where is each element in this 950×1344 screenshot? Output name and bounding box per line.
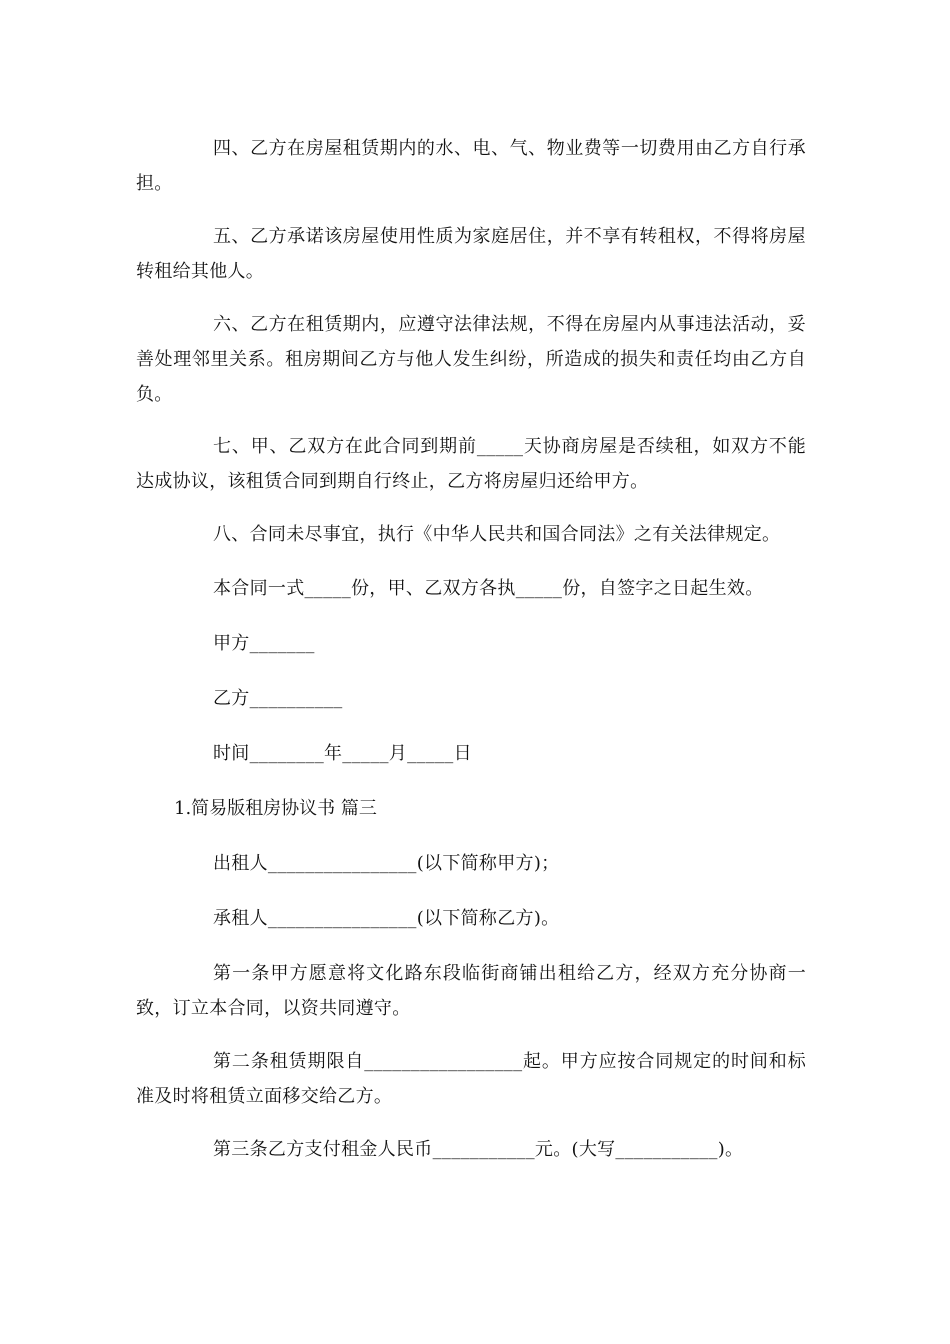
clause-six: 六、乙方在租赁期内，应遵守法律法规，不得在房屋内从事违法活动，妥善处理邻里关系。租房期间乙方与他人发生纠纷，所造成的损失和责任均由乙方自负。	[136, 314, 806, 405]
date-line: 时间________年_____月_____日	[213, 743, 472, 764]
lessor-line: 出租人________________(以下简称甲方)；	[213, 853, 560, 874]
clause-seven: 七、甲、乙双方在此合同到期前_____天协商房屋是否续租，如双方不能达成协议，该租赁合同到期自行终止，乙方将房屋归还给甲方。	[136, 436, 806, 492]
clause-eight: 八、合同未尽事宜，执行《中华人民共和国合同法》之有关法律规定。	[213, 524, 781, 545]
copies-line: 本合同一式_____份，甲、乙双方各执_____份，自签字之日起生效。	[213, 578, 764, 599]
article-one: 第一条甲方愿意将文化路东段临街商铺出租给乙方，经双方充分协商一致，订立本合同，以资共同遵守。	[136, 963, 806, 1019]
clause-five: 五、乙方承诺该房屋使用性质为家庭居住，并不享有转租权，不得将房屋转租给其他人。	[136, 226, 806, 282]
clause-four: 四、乙方在房屋租赁期内的水、电、气、物业费等一切费用由乙方自行承担。	[136, 138, 806, 194]
article-two: 第二条租赁期限自_________________起。甲方应按合同规定的时间和标准及时将租赁立面移交给乙方。	[136, 1051, 806, 1107]
article-three-rent: 第三条乙方支付租金人民币___________元。(大写___________)。	[213, 1139, 744, 1160]
lessee-line: 承租人________________(以下简称乙方)。	[213, 908, 560, 929]
section-title: 1.简易版租房协议书 篇三	[174, 798, 377, 819]
party-a-signature: 甲方_______	[213, 633, 315, 654]
party-b-signature: 乙方__________	[213, 688, 343, 709]
